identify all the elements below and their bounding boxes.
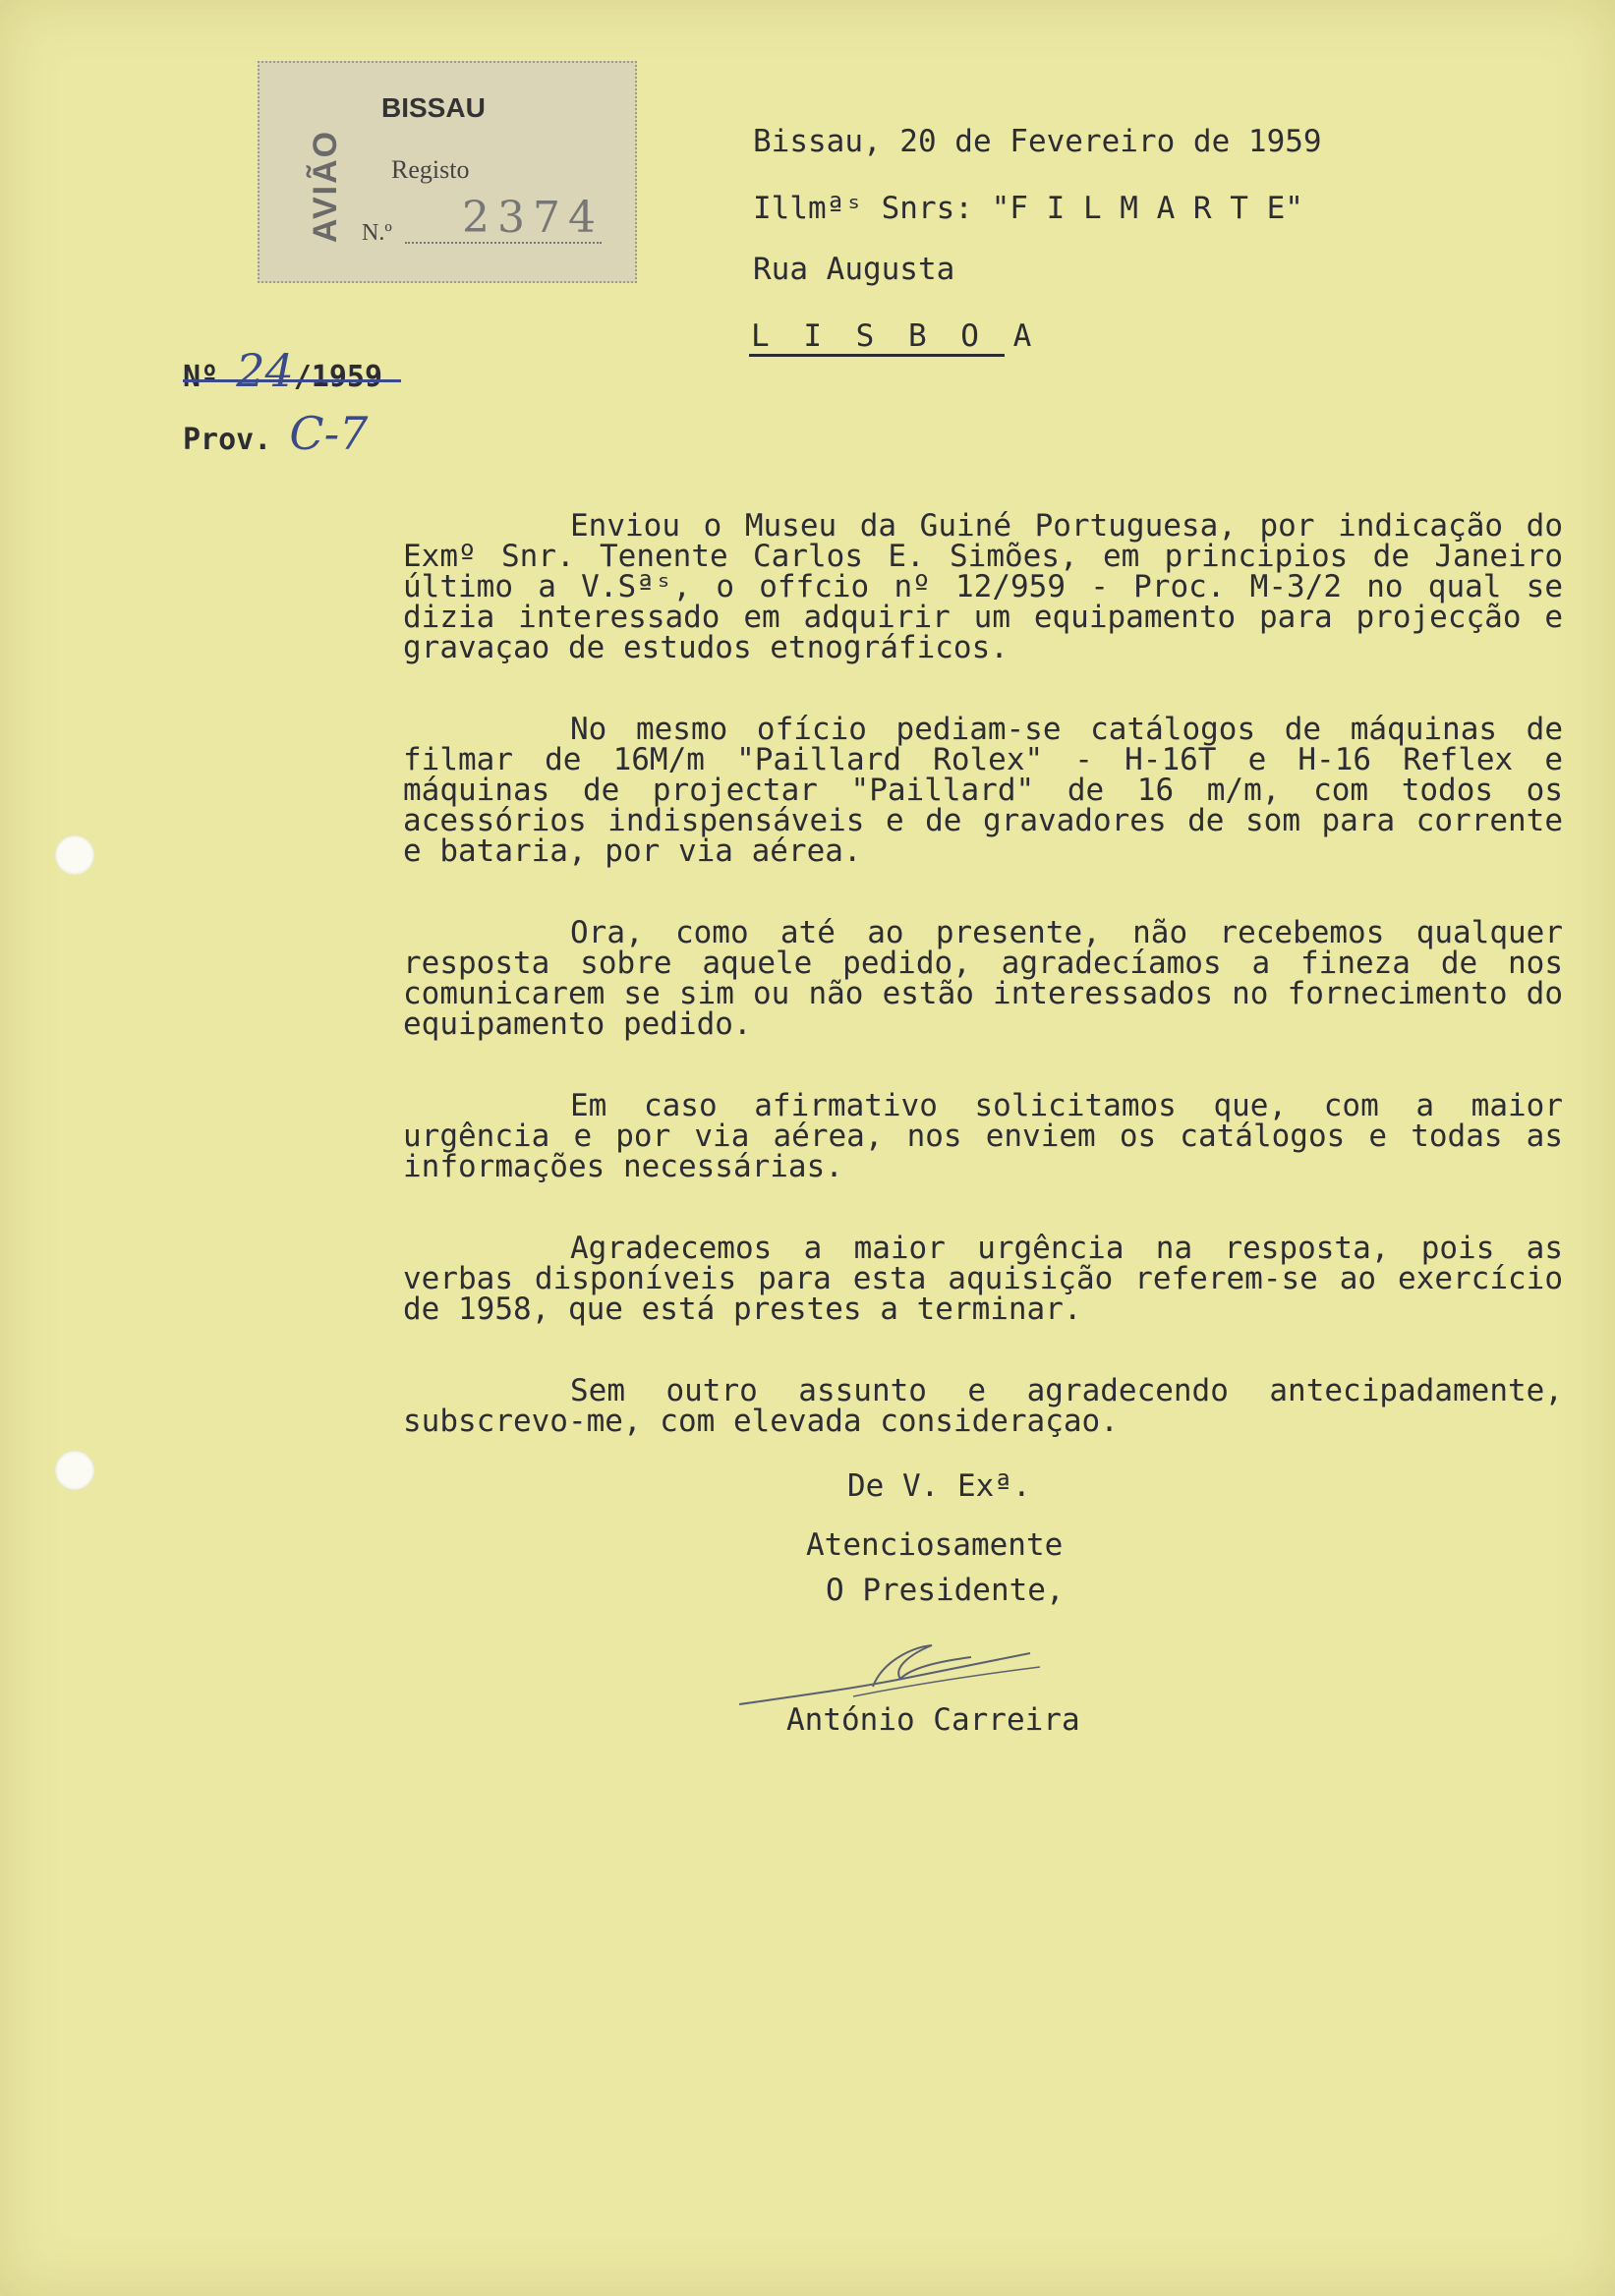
closing-adverb: Atenciosamente [806,1527,1064,1563]
reference-number-handwritten: 24 [236,344,294,397]
stamp-side-text: AVIÃO [307,129,345,244]
reference-prov [183,407,368,460]
body-paragraph: Enviou o Museu da Guiné Portuguesa, por indicação do Exmº Snr. Tenente Carlos E. Simões, em principios de Janeiro último a V.Sªˢ, o offcio nº 12/959 - Proc. M-3/2 no qual se dizia interessado em adquirir um equipamento para projecção e gravaçao de estudos etnográficos. [403,508,1563,665]
recipient: Illmªˢ Snrs: "F I L M A R T E" [753,191,1303,226]
reference-number-suffix: /1959 [293,360,383,394]
body-paragraph: Ora, como até ao presente, não recebemos qualquer resposta sobre aquele pedido, agradecíamos a fineza de nos comunicarem se sim ou não estão interessados no fornecimento do equipamento pedido. [403,915,1563,1042]
prov-handwritten: C-7 [289,407,369,460]
reference-number [183,344,382,397]
recipient-city: L I S B O A [751,318,1040,354]
registry-stamp [258,61,637,283]
stamp-registry-label: Registo [391,155,470,184]
punch-hole [55,1451,94,1490]
reference-underline [183,379,401,382]
stamp-number: 2374 [462,193,604,243]
letter-body [403,508,1563,1488]
closing-salutation: De V. Exª. [847,1468,1031,1504]
prov-label: Prov. [183,423,272,457]
reference-number-prefix: Nº [183,360,219,394]
recipient-street: Rua Augusta [753,252,955,287]
letter-date: Bissau, 20 de Fevereiro de 1959 [753,124,1322,159]
signatory-name: António Carreira [786,1702,1080,1738]
closing-title: O Presidente, [826,1573,1065,1608]
stamp-city: BISSAU [381,92,486,123]
body-paragraph: No mesmo ofício pediam-se catálogos de máquinas de filmar de 16M/m "Paillard Rolex" - H-16T e H-16 Reflex e máquinas de projectar "Paillard" de 16 m/m, com todos os acessórios indispensáveis e de gravadores de som para corrente e bataria, por via aérea. [403,712,1563,869]
city-underline [749,354,1005,357]
punch-hole [55,835,94,875]
body-paragraph: Sem outro assunto e agradecendo antecipadamente, subscrevo-me, com elevada consideraçao. [403,1373,1563,1439]
stamp-number-label: N.º [362,220,392,246]
body-paragraph: Agradecemos a maior urgência na resposta, pois as verbas disponíveis para esta aquisição referem-se ao exercício de 1958, que está prestes a terminar. [403,1231,1563,1327]
body-paragraph: Em caso afirmativo solicitamos que, com a maior urgência e por via aérea, nos enviem os catálogos e todas as informações necessárias. [403,1088,1563,1184]
